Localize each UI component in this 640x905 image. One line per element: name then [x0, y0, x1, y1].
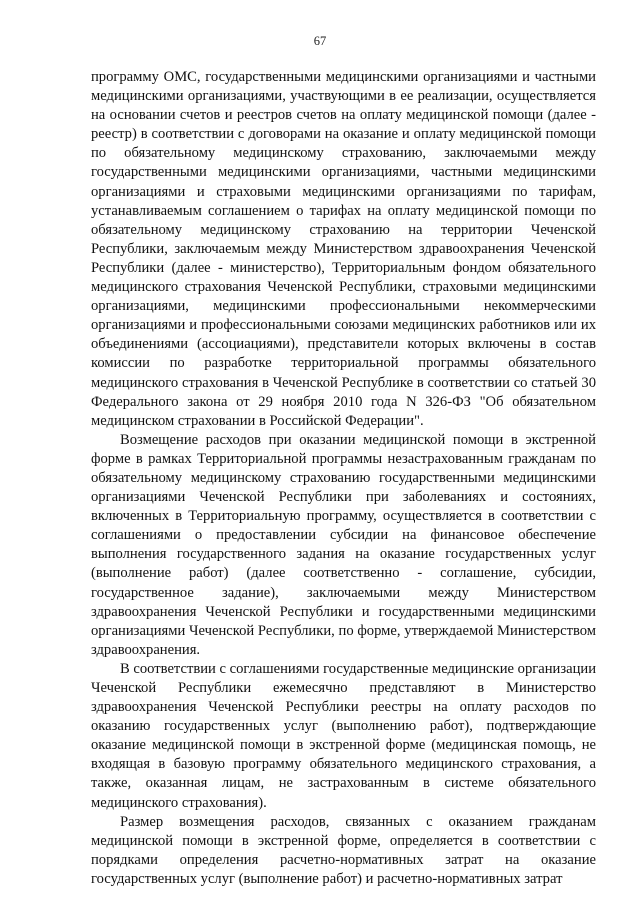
paragraph-emergency-reimbursement: Возмещение расходов при оказании медицинской помощи в экстренной форме в рамках Территориальной программы незастрахованным гражданам по обязательному медицинскому страхованию государственными медицинскими организациями Чеченской Республики при заболеваниях и состояниях, включенных в Территориальную программу, осуществляется в соответствии с соглашениями о предоставлении субсидии на финансовое обеспечение выполнения государственного задания на оказание государственных услуг (выполнение работ) (далее соответственно - соглашение, субсидии, государственное задание), заключаемыми между Министерством здравоохранения Чеченской Республики и государственными медицинскими организациями Чеченской Республики, по форме, утверждаемой Министерством здравоохранения.: [91, 431, 596, 658]
paragraph-reimbursement-amount: Размер возмещения расходов, связанных с оказанием гражданам медицинской помощи в экстренной форме, определяется в соответствии с порядками определения расчетно-нормативных затрат на оказание государственных услуг (выполнение работ) и расчетно-нормативных затрат: [91, 813, 596, 887]
paragraph-continuation: программу ОМС, государственными медицинскими организациями и частными медицинскими организациями, участвующими в ее реализации, осуществляется на основании счетов и реестров счетов на оплату медицинской помощи (далее - реестр) в соответствии с договорами на оказание и оплату медицинской помощи по обязательному медицинскому страхованию, заключаемыми между государственными медицинскими организациями, частными медицинскими организациями и страховыми медицинскими организациями по тарифам, устанавливаемым соглашением о тарифах на оплату медицинской помощи по обязательному медицинскому страхованию на территории Чеченской Республики, заключаемым между Министерством здравоохранения Чеченской Республики (далее - министерство), Территориальным фондом обязательного медицинского страхования Чеченской Республики, страховыми медицинскими организациями, медицинскими профессиональными некоммерческими организациями и профессиональными союзами медицинских работников или их объединениями (ассоциациями), представители которых включены в состав комиссии по разработке территориальной программы обязательного медицинского страхования в Чеченской Республике в соответствии со статьей 30 Федерального закона от 29 ноября 2010 года N 326-ФЗ "Об обязательном медицинском страховании в Российской Федерации".: [91, 69, 596, 429]
paragraph-agreements-registries: В соответствии с соглашениями государственные медицинские организации Чеченской Республики ежемесячно представляют в Министерство здравоохранения Чеченской Республики реестры на оплату расходов по оказанию государственных услуг (выполнению работ), подтверждающие оказание медицинской помощи в экстренной форме (медицинская помощь, не входящая в базовую программу обязательного медицинского страхования, а также, оказанная лицам, не застрахованным в системе обязательного медицинского страхования).: [91, 660, 597, 811]
page-number: 67: [313, 34, 327, 48]
document-body: [91, 68, 596, 889]
